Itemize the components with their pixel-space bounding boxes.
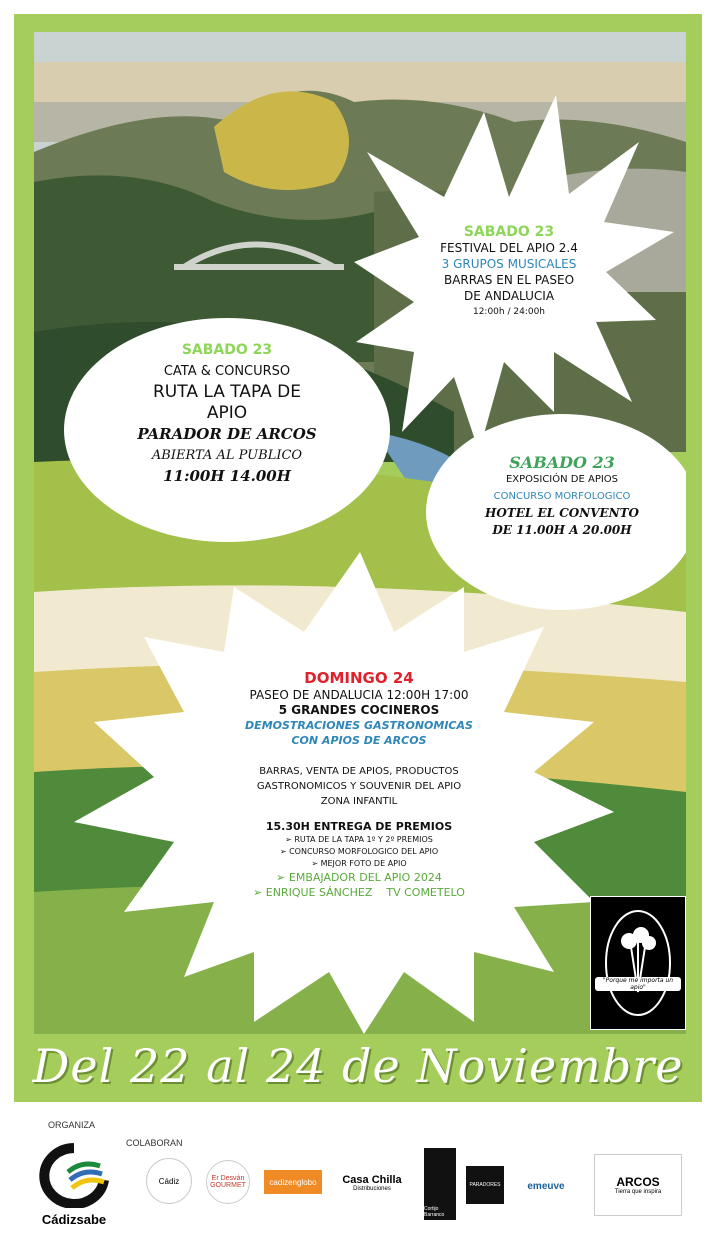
awards-title: 15.30H ENTREGA DE PREMIOS <box>265 820 453 833</box>
domingo-line4: CON APIOS DE ARCOS <box>291 734 427 747</box>
exposicion-hours: DE 11.00H A 20.00H <box>492 523 632 537</box>
domingo-line3: DEMOSTRACIONES GASTRONOMICAS <box>245 719 473 732</box>
cata-bubble <box>79 340 375 487</box>
festival-day: SABADO 23 <box>463 224 555 240</box>
award-item-1: ➢ RUTA DE LA TAPA 1º Y 2º PREMIOS <box>285 835 433 844</box>
exposicion-line1: EXPOSICIÓN DE APIOS <box>505 474 619 485</box>
sponsor-paradores: PARADORES <box>466 1166 504 1204</box>
festival-line2: 3 GRUPOS MUSICALES <box>441 257 577 271</box>
apio-badge <box>590 896 686 1030</box>
domingo-bubble <box>194 668 524 900</box>
cadiz-logo-text: Cádizsabe <box>41 1212 107 1227</box>
domingo-line5: BARRAS, VENTA DE APIOS, PRODUCTOS <box>259 766 459 777</box>
exposicion-line2: CONCURSO MORFOLOGICO <box>493 491 631 502</box>
sponsor-cadiz: Cádiz <box>146 1158 192 1204</box>
cata-hours: 11:00H 14.00H <box>163 467 291 485</box>
poster <box>14 14 702 1102</box>
exposicion-bubble <box>439 454 685 539</box>
sponsor-cortijo-barranco: Cortijo Barranco <box>424 1148 456 1220</box>
domingo-line6: GASTRONOMICOS Y SOUVENIR DEL APIO <box>256 781 462 792</box>
domingo-line1: PASEO DE ANDALUCIA 12:00H 17:00 <box>249 688 469 702</box>
award-item-2: ➢ CONCURSO MORFOLOGICO DEL APIO <box>279 847 439 856</box>
festival-hours: 12:00h / 24:00h <box>472 307 546 317</box>
exposicion-venue: HOTEL EL CONVENTO <box>484 506 640 520</box>
date-banner: Del 22 al 24 de Noviembre <box>32 1039 684 1093</box>
ambassador-title: ➢ EMBAJADOR DEL APIO 2024 <box>276 871 442 884</box>
cata-venue: PARADOR DE ARCOS <box>137 425 317 443</box>
sponsor-emeuve: emeuve <box>514 1172 578 1200</box>
cata-day: SABADO 23 <box>181 342 273 358</box>
festival-bubble <box>404 224 614 320</box>
footer <box>0 1102 720 1246</box>
cata-line3: APIO <box>206 403 248 423</box>
cata-open: ABIERTA AL PUBLICO <box>151 448 303 463</box>
exposicion-day: SABADO 23 <box>509 453 615 472</box>
sponsor-cadizenglobo: cadizenglobo <box>264 1170 322 1194</box>
colaboran-label: COLABORAN <box>126 1138 183 1148</box>
organiza-label: ORGANIZA <box>48 1120 96 1130</box>
sponsor-arcos: ARCOS Tierra que inspira <box>594 1154 682 1216</box>
cadiz-sabe-logo-icon <box>34 1142 114 1208</box>
festival-line1: FESTIVAL DEL APIO 2.4 <box>440 241 578 255</box>
festival-line3: BARRAS EN EL PASEO <box>443 273 575 287</box>
festival-line4: DE ANDALUCIA <box>463 289 555 303</box>
domingo-day: DOMINGO 24 <box>304 669 414 687</box>
domingo-line7: ZONA INFANTIL <box>320 796 398 807</box>
ambassador-name: ➢ ENRIQUE SÁNCHEZ TV COMETELO <box>253 886 465 899</box>
sponsor-casa-chilla: Casa Chilla Distribuciones <box>330 1168 414 1198</box>
sponsor-desvan: Er Desván GOURMET <box>206 1160 250 1204</box>
cadiz-logo <box>34 1142 114 1227</box>
landscape-illustration <box>34 32 686 1034</box>
domingo-line2: 5 GRANDES COCINEROS <box>278 703 440 717</box>
award-item-3: ➢ MEJOR FOTO DE APIO <box>311 859 407 868</box>
cata-line2: RUTA LA TAPA DE <box>153 382 301 402</box>
badge-caption: "Porque me importa un apio" <box>595 977 681 991</box>
cata-line1: CATA & CONCURSO <box>163 364 291 379</box>
celery-emblem-icon <box>591 897 685 1029</box>
